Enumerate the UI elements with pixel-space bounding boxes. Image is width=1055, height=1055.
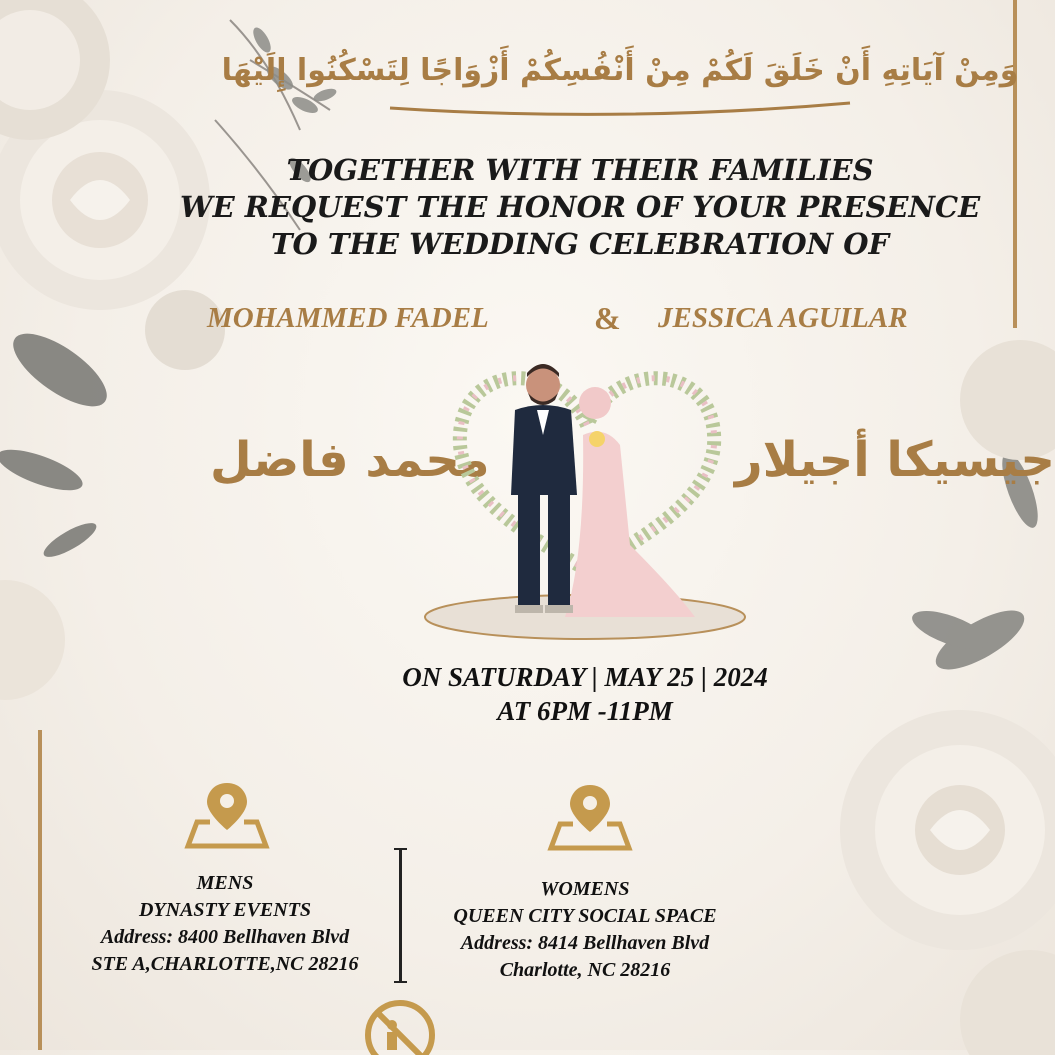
quran-verse-calligraphy bbox=[221, 8, 1019, 123]
bride-name: JESSICA AGUILAR bbox=[658, 302, 908, 334]
mens-venue-address-2: STE A,CHARLOTTE,NC 28216 bbox=[91, 953, 359, 975]
womens-venue-title: WOMENS bbox=[540, 878, 630, 900]
location-pin-icon bbox=[548, 780, 633, 855]
mens-venue-name: DYNASTY EVENTS bbox=[138, 899, 312, 921]
venue-divider bbox=[399, 848, 402, 983]
mens-venue-title: MENS bbox=[196, 872, 254, 894]
womens-venue-name: QUEEN CITY SOCIAL SPACE bbox=[453, 905, 717, 927]
womens-venue-address-1: Address: 8414 Bellhaven Blvd bbox=[460, 932, 710, 954]
groom-name-arabic: محمد فاضل bbox=[210, 432, 490, 488]
frame-line-bottom-left bbox=[38, 730, 42, 1050]
invitation-line-1: TOGETHER WITH THEIR FAMILIES bbox=[286, 153, 874, 187]
groom-name: MOHAMMED FADEL bbox=[207, 302, 489, 334]
invitation-line-3: TO THE WEDDING CELEBRATION OF bbox=[270, 227, 890, 261]
womens-venue-address-2: Charlotte, NC 28216 bbox=[499, 959, 671, 981]
invitation-line-2: WE REQUEST THE HONOR OF YOUR PRESENCE bbox=[180, 190, 981, 224]
left-leaves bbox=[0, 310, 150, 710]
mens-venue bbox=[50, 870, 400, 978]
womens-venue bbox=[405, 876, 765, 984]
no-children-icon bbox=[360, 995, 440, 1055]
bride-name-arabic: جيسيكا أجيلار bbox=[735, 432, 1055, 488]
invitation-text bbox=[180, 152, 980, 263]
frame-line-top-right bbox=[1013, 0, 1017, 328]
mens-venue-address-1: Address: 8400 Bellhaven Blvd bbox=[100, 926, 350, 948]
svg-text:وَمِنْ آيَاتِهِ أَنْ خَلَقَ لَ: وَمِنْ آيَاتِهِ أَنْ خَلَقَ لَكُمْ مِنْ أَنْفُسِكُمْ أَزْوَاجًا لِتَسْكُنُوا إِلَيْهَا bbox=[221, 53, 1019, 88]
event-time: AT 6PM -11PM bbox=[497, 696, 673, 726]
couple-illustration bbox=[415, 355, 760, 645]
ampersand: & bbox=[594, 300, 621, 336]
location-pin-icon bbox=[185, 778, 270, 853]
event-date: ON SATURDAY | MAY 25 | 2024 bbox=[402, 662, 768, 692]
